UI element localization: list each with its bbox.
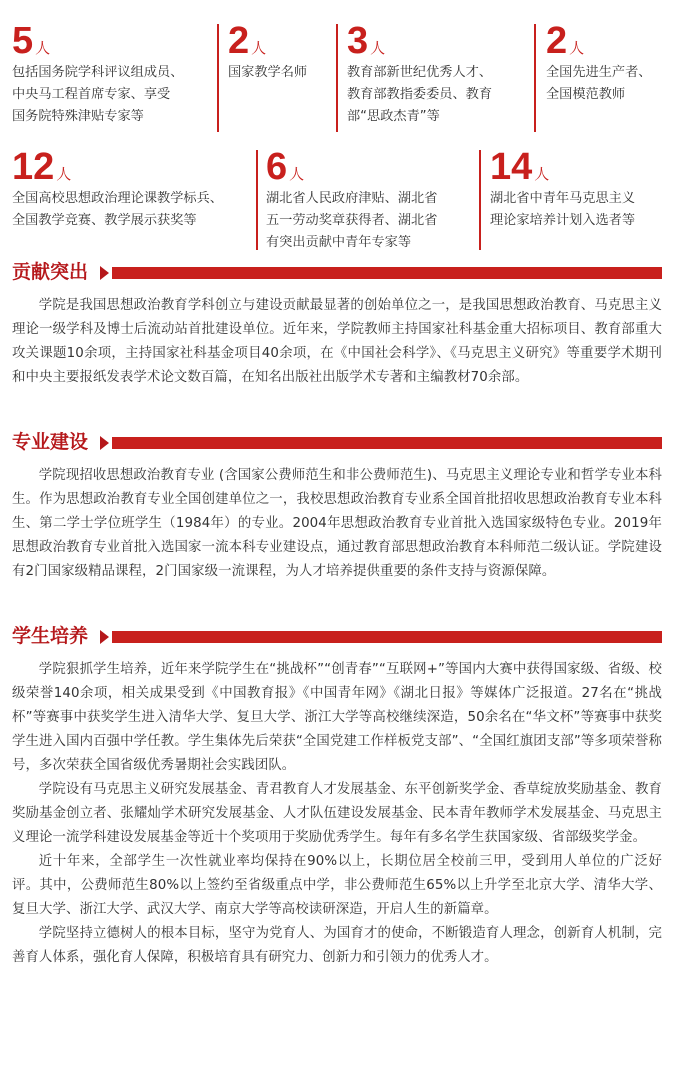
stat-desc: 教育部新世纪优秀人才、 教育部教指委委员、教育 部“思政杰青”等 <box>347 65 493 124</box>
stat-desc: 湖北省中青年马克思主义 理论家培养计划入选者等 <box>490 191 636 228</box>
stat-desc: 全国先进生产者、 全国模范教师 <box>546 65 652 102</box>
section-bar <box>112 631 662 643</box>
stat-number: 3 <box>347 20 369 62</box>
stat-desc: 国家教学名师 <box>228 65 308 80</box>
paragraph: 近十年来，全部学生一次性就业率均保持在90%以上，长期位居全校前三甲，受到用人单位的广泛好评。其中，公费师范生80%以上签约至省级重点中学，非公费师范生65%以上升学至北京大学、清华大学、复旦大学、浙江大学、武汉大学、南京大学等高校读研深造，开启人生的新篇章。 <box>12 854 662 917</box>
stat-desc: 全国高校思想政治理论课教学标兵、 全国教学竞赛、教学展示获奖等 <box>12 191 223 228</box>
paragraph: 学院是我国思想政治教育学科创立与建设贡献最显著的创始单位之一，是我国思想政治教育、马克思主义理论一级学科及博士后流动站首批建设单位。近年来，学院教师主持国家社科基金重大招标项目、教育部重大攻关课题10余项，主持国家社科基金项目40余项，在《中国社会科学》、《马克思主义研究》等重要学术期刊和中央主要报纸发表学术论文数百篇，在知名出版社出版学术专著和主编教材70余部。 <box>12 298 662 385</box>
stat-item <box>266 148 437 254</box>
divider <box>256 150 258 250</box>
arrow-icon <box>100 630 109 644</box>
stats-block <box>0 0 682 260</box>
stat-item <box>12 148 223 232</box>
section-title: 学生培养 <box>12 625 89 647</box>
divider <box>534 24 536 132</box>
stat-unit: 人 <box>370 39 386 57</box>
stat-number: 12 <box>12 146 55 188</box>
stat-unit: 人 <box>56 165 72 183</box>
section-contribution <box>0 258 682 390</box>
stat-number: 6 <box>266 146 288 188</box>
stat-unit: 人 <box>534 165 550 183</box>
section-title: 贡献突出 <box>12 261 89 283</box>
section-major <box>0 428 682 584</box>
stat-number: 14 <box>490 146 533 188</box>
stat-unit: 人 <box>289 165 305 183</box>
stat-item <box>546 22 652 106</box>
stat-item <box>490 148 635 232</box>
section-students <box>0 622 682 970</box>
section-bar <box>112 437 662 449</box>
section-header <box>0 258 682 288</box>
stat-number: 2 <box>228 20 250 62</box>
paragraph: 学院坚持立德树人的根本目标，坚守为党育人、为国育才的使命，不断锻造育人理念，创新育人机制，完善育人体系，强化育人保障，积极培育具有研究力、创新力和引领力的优秀人才。 <box>12 926 662 965</box>
paragraph: 学院狠抓学生培养，近年来学院学生在“挑战杯”“创青春”“互联网+”等国内大赛中获得国家级、省级、校级荣誉140余项，相关成果受到《中国教育报》《中国青年网》《湖北日报》等媒体广泛报道。27名在“挑战杯”等赛事中获奖学生进入清华大学、复旦大学、浙江大学等高校继续深造，50余名在“华文杯”等赛事中获奖学生进入国内百强中学任教。学生集体先后荣获“全国党建工作样板党支部”、“全国红旗团支部”等多项荣誉称号，多次荣获全国省级优秀暑期社会实践团队。 <box>12 662 662 773</box>
section-title: 专业建设 <box>12 431 89 453</box>
stat-number: 5 <box>12 20 34 62</box>
stat-item <box>228 22 307 84</box>
paragraph: 学院设有马克思主义研究发展基金、青君教育人才发展基金、东平创新奖学金、香草绽放奖励基金、教育奖励基金创立者、张耀灿学术研究发展基金、人才队伍建设发展基金、民本青年教师学术发展基金、马克思主义理论一流学科建设发展基金等近十个奖项用于奖励优秀学生。每年有多名学生获国家级、省部级奖学金。 <box>12 782 662 845</box>
stat-desc: 湖北省人民政府津贴、湖北省 五一劳动奖章获得者、湖北省 有突出贡献中青年专家等 <box>266 191 438 250</box>
paragraph: 学院现招收思想政治教育专业 (含国家公费师范生和非公费师范生)、马克思主义理论专业和哲学专业本科生。作为思想政治教育专业全国创建单位之一，我校思想政治教育专业系全国首批招收思想政治教育专业本科生、第二学士学位班学生（1984年）的专业。2004年思想政治教育专业首批入选国家级特色专业。2019年思想政治教育专业首批入选国家一流本科专业建设点，通过教育部思想政治教育本科师范二级认证。学院建设有2门国家级精品课程，2门国家级一流课程，为人才培养提供重要的条件支持与资源保障。 <box>12 468 662 579</box>
section-header <box>0 428 682 458</box>
stat-item <box>12 22 183 128</box>
arrow-icon <box>100 266 109 280</box>
stat-desc: 包括国务院学科评议组成员、 中央马工程首席专家、享受 国务院特殊津贴专家等 <box>12 65 184 124</box>
divider <box>217 24 219 132</box>
stat-item <box>347 22 492 128</box>
section-bar <box>112 267 662 279</box>
divider <box>479 150 481 250</box>
divider <box>336 24 338 132</box>
stat-number: 2 <box>546 20 568 62</box>
stat-unit: 人 <box>251 39 267 57</box>
stat-unit: 人 <box>569 39 585 57</box>
arrow-icon <box>100 436 109 450</box>
stat-unit: 人 <box>35 39 51 57</box>
section-header <box>0 622 682 652</box>
